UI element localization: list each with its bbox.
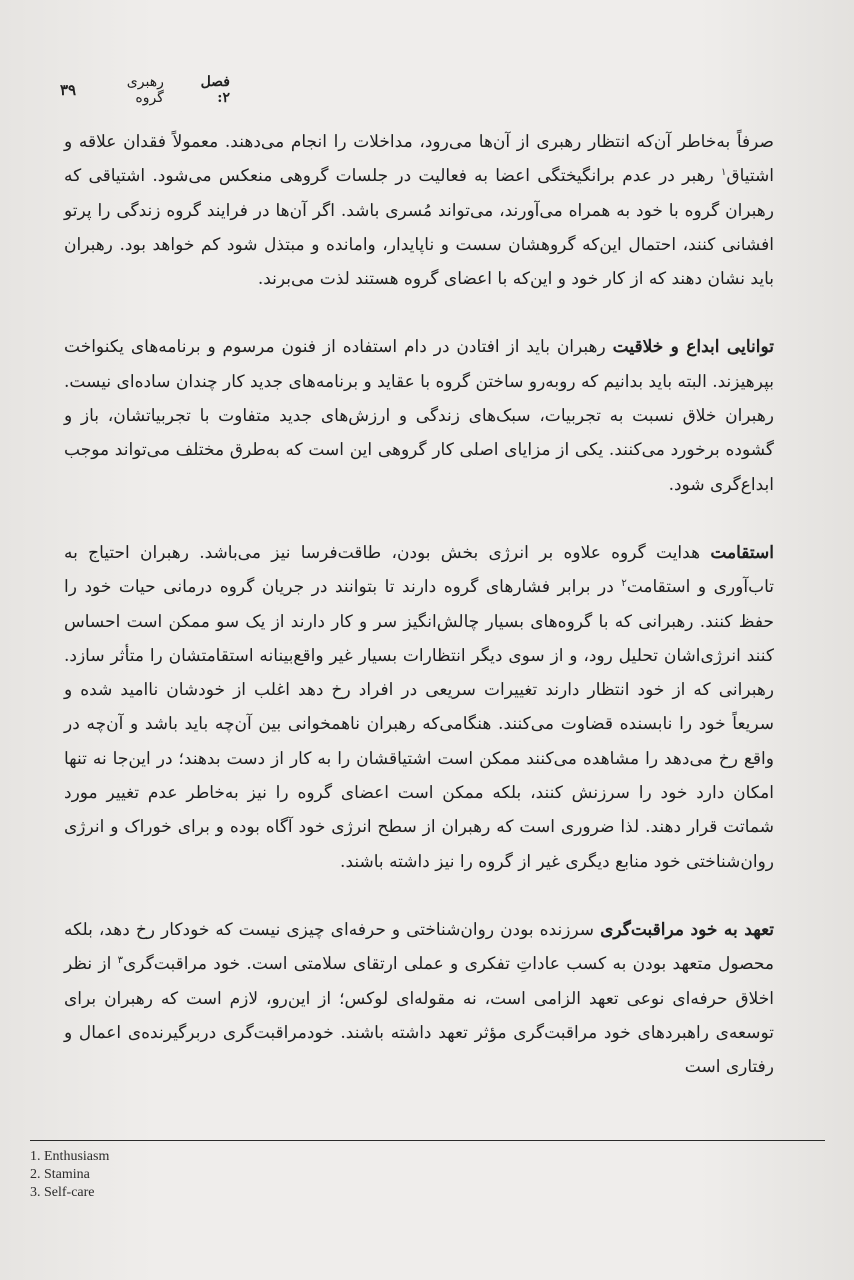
chapter-title: رهبری گروه	[126, 74, 164, 106]
footnote: 1. Enthusiasm	[30, 1149, 110, 1164]
footnote: 2. Stamina	[30, 1167, 90, 1182]
paragraph-enthusiasm	[64, 125, 774, 296]
paragraph-text: صرفاً به‌خاطر آن‌که انتظار رهبری از آن‌ها می‌رود، مداخلات را انجام می‌دهند. معمولاً فقدان علاقه و اشتیاق	[64, 132, 774, 187]
footnote: 3. Self-care	[30, 1185, 95, 1200]
paragraph-text: هدایت گروه علاوه بر انرژی بخش بودن، طاقت‌فرسا نیز می‌باشد. رهبران احتیاج به تاب‌آوری و استقامت	[64, 542, 774, 598]
body-text	[64, 125, 774, 1084]
paragraph-text-continued: در برابر فشارهای گروه دارند تا بتوانند در جریان گروه درمانی حیات خود را حفظ کنند. رهبرانی که با گروه‌های بسیار چالش‌انگیز سر و کار دارند از یک سو ممکن است احساس کنند انرژی‌اشان تحلیل رود، و از سوی دیگر انتظارات بسیار غیر واقع‌بینانه استقامتشان را متأثر سازد. رهبرانی که از خود انتظار دارند تغییرات سریعی در افراد رخ دهد اغلب از خودشان ناامید شده و سریعاً خود را نابسنده قضاوت می‌کنند. هنگامی‌که رهبران ناهمخوانی بین آن‌چه باید باشد و آن‌چه در واقع رخ می‌دهد را مشاهده می‌کنند ممکن است اشتیاقشان را به کار از دست بدهند؛ در این‌جا نه تنها امکان دارد خود را سرزنش کنند، بلکه ممکن است اعضای گروه را نیز به‌خاطر عدم تغییر مورد شماتت قرار دهند. لذا ضروری است که رهبران از سطح انرژی خود آگاه بوده و برای خوراک و انرژی روان‌شناختی خود منابع دیگری غیر از گروه را نیز داشته باشند.	[64, 577, 774, 872]
running-header	[60, 74, 230, 106]
page-number: ۳۹	[60, 81, 77, 99]
chapter-number: فصل ۲:	[200, 74, 230, 106]
footnotes	[30, 1148, 330, 1202]
paragraph-stamina	[64, 536, 774, 879]
footnote-ref: ۲	[621, 578, 627, 590]
footnote-divider	[30, 1140, 825, 1141]
paragraph-term: توانایی ابداع و خلاقیت	[612, 337, 774, 358]
paragraph-self-care	[64, 913, 774, 1084]
paragraph-term: تعهد به خود مراقبت‌گری	[600, 919, 774, 940]
paragraph-term: استقامت	[710, 542, 774, 563]
footnote-ref: ۳	[117, 955, 123, 967]
paragraph-text: سرزنده بودن روان‌شناختی و حرفه‌ای چیزی نیست که خودکار رخ دهد، بلکه محصول متعهد بودن به کسب عاداتِ تفکری و عملی ارتقای سلامتی است. خود مراقبت‌گری	[64, 919, 774, 975]
paragraph-text-continued: از نظر اخلاق حرفه‌ای نوعی تعهد الزامی است، نه مقوله‌ای لوکس؛ از این‌رو، لازم است که رهبران برای توسعه‌ی راهبردهای خود مراقبت‌گری مؤثر تعهد داشته باشند. خودمراقبت‌گری دربرگیرنده‌ی اعمال و رفتاری است	[64, 954, 774, 1078]
paragraph-text-continued: رهبر در عدم برانگیختگی اعضا به فعالیت در جلسات گروهی منعکس می‌شود. اشتیاقی که رهبران گروه با خود به همراه می‌آورند، می‌تواند مُسری باشد. اگر آن‌ها در فرایند گروه زندگی را پرتو افشانی کنند، احتمال این‌که گروهشان سست و ناپایدار، وامانده و مبتذل شود کم خواهد بود. رهبران باید نشان دهند که از کار خود و این‌که با اعضای گروه هستند لذت می‌برند.	[64, 166, 774, 290]
paragraph-creativity	[64, 330, 774, 501]
footnote-ref: ۱	[721, 167, 727, 179]
paragraph-text: رهبران باید از افتادن در دام استفاده از فنون مرسوم و برنامه‌های یکنواخت بپرهیزند. البته باید بدانیم که روبه‌رو ساختن گروه با عقاید و برنامه‌های جدید کار چندان ساده‌ای نیست. رهبران خلاق نسبت به تجربیات، سبک‌های زندگی و ارزش‌های جدید متفاوت با تجربیاتشان، باز و گشوده برخورد می‌کنند. یکی از مزایای اصلی کار گروهی این است که به‌طرق مختلف می‌تواند موجب ابداع‌گری شود.	[64, 337, 774, 495]
